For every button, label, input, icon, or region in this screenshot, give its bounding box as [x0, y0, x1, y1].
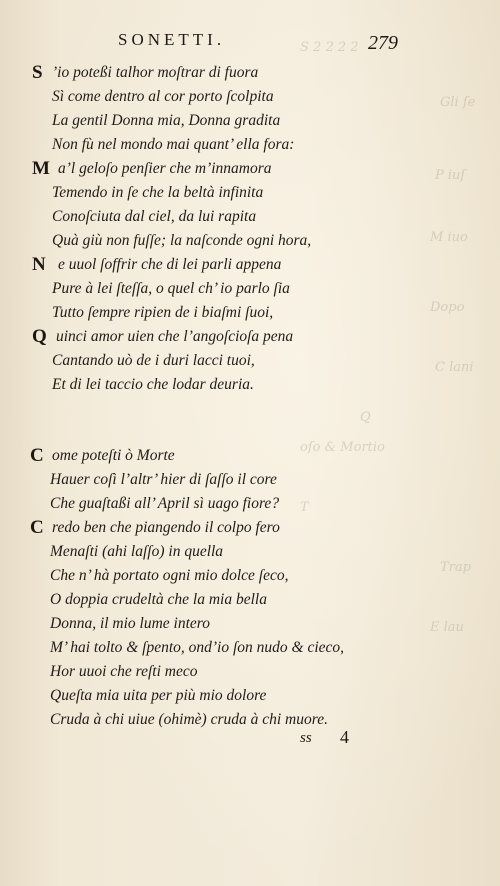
verse-line: Temendo in ſe che la beltà infinita	[52, 184, 264, 201]
verse-line: M’ hai tolto & ſpento, ond’io ſon nudo & cieco,	[50, 639, 345, 656]
verse-line: Menaſti (ahi laſſo) in quella	[50, 543, 224, 560]
verse-line: ’io poteßi talhor moſtrar di fuora	[52, 64, 259, 81]
verse-line: ome poteſti ò Morte	[52, 447, 175, 464]
stanza-initial: N	[32, 254, 46, 275]
signature-mark: ss	[300, 730, 312, 746]
stanza-initial: M	[32, 158, 50, 179]
verse-line: O doppia crudeltà che la mia bella	[50, 591, 267, 608]
verse-line: Sì come dentro al cor porto ſcolpita	[52, 88, 274, 105]
verse-line: Donna, il mio lume intero	[50, 615, 211, 632]
stanza-initial: C	[30, 445, 44, 466]
verse-line: Cantando uò de i duri lacci tuoi,	[52, 352, 255, 369]
signature-number: 4	[340, 727, 349, 747]
verse-line: a’l geloſo penſier che m’innamora	[58, 160, 272, 177]
book-page: S 2 2 2 2 Gli ſe P iuſ M iuo Dopo C lani Q oſo & Mortio T Trap E lau SONETTI. 279 S ’io poteßi talhor moſtrar di fuora Sì come dentro al cor porto ſcolpita La gentil Donna mia, Donna gradita Non fù nel mondo mai quant’ ella fora: M a’l geloſo penſier che m’innamora Temendo in ſe che la beltà infinita Conoſciuta dal ciel, da lui rapita Quà giù non fuſſe; la naſconde ogni hora, N e uuol ſoffrir che di lei parli appena Pure à lei ſteſſa, o quel ch’ io parlo ſia Tutto ſempre ripien de i biaſmi ſuoi, Q uinci amor uien che l’angoſcioſa pena Cantando uò de i duri lacci tuoi, Et di lei taccio che lodar deuria. C ome poteſti ò Morte Hauer coſì l’altr’ hier di ſaſſo il core Che guaſtaßi all’ April sì uago fiore? C redo ben che piangendo il colpo fero Menaſti (ahi laſſo) in quella Che n’ hà portato ogni mio dolce ſeco, O doppia crudeltà che la mia bella Donna, il mio lume intero M’ hai tolto & ſpento, ond’io ſon nudo & cieco, Hor uuoi che reſti meco Queſta mia uita per più mio dolore Cruda à chi uiue (ohimè) cruda à chi muore. ss 4	[0, 0, 500, 886]
verse-line: e uuol ſoffrir che di lei parli appena	[58, 256, 282, 273]
verse-line: Pure à lei ſteſſa, o quel ch’ io parlo ſia	[52, 280, 290, 297]
stanza-initial: C	[30, 517, 44, 538]
verse-line: redo ben che piangendo il colpo fero	[52, 519, 280, 536]
running-head: SONETTI.	[118, 30, 226, 49]
verse-line: Hauer coſì l’altr’ hier di ſaſſo il core	[50, 471, 277, 488]
verse-line: Et di lei taccio che lodar deuria.	[52, 376, 254, 393]
verse-line: Queſta mia uita per più mio dolore	[50, 687, 267, 704]
page-number: 279	[368, 32, 398, 54]
verse-line: Tutto ſempre ripien de i biaſmi ſuoi,	[52, 304, 274, 321]
stanza-initial: Q	[32, 326, 47, 347]
verse-line: uinci amor uien che l’angoſcioſa pena	[56, 328, 294, 345]
verse-line: Non fù nel mondo mai quant’ ella fora:	[52, 136, 295, 153]
verse-line: Conoſciuta dal ciel, da lui rapita	[52, 208, 257, 225]
verse-line: Cruda à chi uiue (ohimè) cruda à chi muore.	[50, 711, 328, 728]
verse-line: La gentil Donna mia, Donna gradita	[52, 112, 281, 129]
stanza-initial: S	[32, 62, 43, 83]
verse-line: Quà giù non fuſſe; la naſconde ogni hora,	[52, 232, 312, 249]
verse-line: Che n’ hà portato ogni mio dolce ſeco,	[50, 567, 289, 584]
verse-line: Hor uuoi che reſti meco	[50, 663, 198, 680]
verse-line: Che guaſtaßi all’ April sì uago fiore?	[50, 495, 280, 512]
